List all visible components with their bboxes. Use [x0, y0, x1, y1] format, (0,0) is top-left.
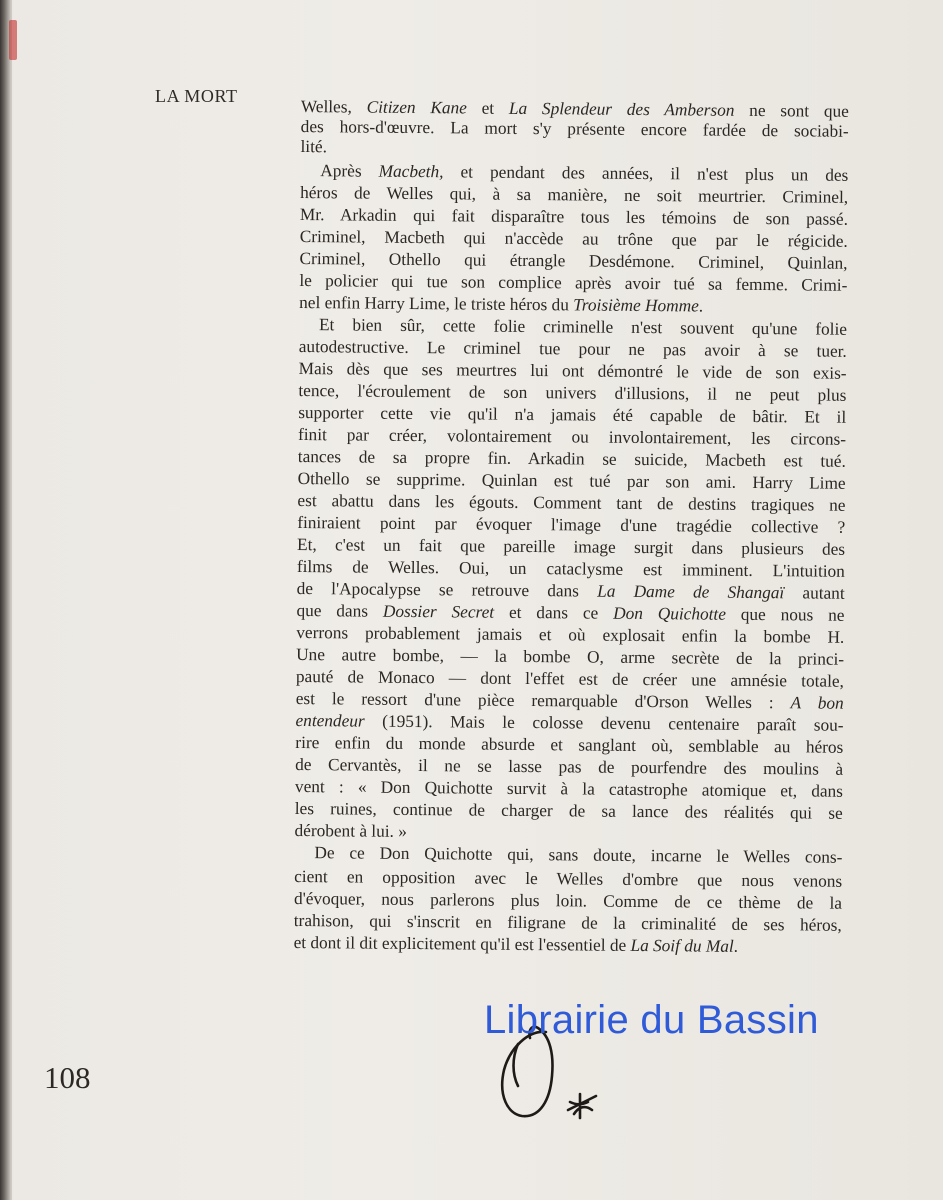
text-segment: est abattu dans les égouts. Comment tant de destins tragiques ne: [297, 490, 846, 515]
text-segment: et pendant des années, il n'est plus un des: [443, 162, 849, 185]
text-segment: Criminel, Othello qui étrangle Desdémone. Criminel, Quinlan,: [299, 248, 848, 273]
text-segment: Et, c'est un fait que pareille image surgit dans plusieurs des: [297, 534, 846, 559]
text-segment: Mr. Arkadin qui fait disparaître tous les témoins de son passé.: [299, 204, 849, 229]
text-segment: Othello se supprime. Quinlan est tué par son ami. Harry Lime: [297, 468, 846, 493]
text-line: [314, 842, 842, 869]
text-segment: De ce Don Quichotte qui, sans doute, incarne le Welles cons-: [314, 843, 843, 867]
text-segment: Mais dès que ses meurtres lui ont démontré le vide de son exis-: [298, 358, 847, 383]
text-segment: .: [733, 936, 739, 956]
text-line: [294, 932, 842, 959]
text-segment: dérobent à lui. »: [294, 820, 407, 841]
text-segment: Criminel, Macbeth qui n'accède au trône que par le régicide.: [299, 226, 848, 251]
text-segment: verrons probablement jamais et où explosait enfin la bombe H.: [296, 622, 845, 647]
italic-title: La Soif du Mal: [630, 935, 734, 956]
text-segment: films de Welles. Oui, un cataclysme est imminent. L'intuition: [296, 556, 845, 581]
text-segment: (1951). Mais le colosse devenu centenaire paraît sou-: [364, 711, 844, 735]
watermark: Librairie du Bassin: [484, 998, 819, 1042]
text-segment: lité.: [300, 136, 328, 157]
section-heading: LA MORT: [155, 86, 238, 106]
italic-title: Citizen Kane: [366, 97, 467, 118]
text-segment: Après: [320, 161, 379, 181]
page-number: 108: [44, 1060, 91, 1095]
text-segment: est le ressort d'une pièce remarquable d'Orson Welles :: [295, 688, 791, 713]
text-segment: trahison, qui s'inscrit en filigrane de la criminalité de ses héros,: [293, 910, 842, 935]
text-segment: Une autre bombe, — la bombe O, arme secrète de la princi-: [296, 644, 845, 669]
text-segment: finiraient point par évoquer l'image d'une tragédie collective ?: [297, 512, 846, 537]
text-segment: cient en opposition avec le Welles d'ombre que nous venons: [294, 866, 843, 891]
text-segment: rire enfin du monde absurde et sanglant où, semblable au héros: [295, 732, 844, 757]
text-segment: ne sont que: [734, 100, 849, 121]
text-segment: finit par créer, volontairement ou involontairement, les circons-: [297, 424, 847, 449]
text-line: [300, 136, 848, 163]
text-segment: et dont il dit explicitement qu'il est l'essentiel de: [293, 932, 631, 955]
text-segment: nel enfin Harry Lime, le triste héros du: [299, 292, 574, 315]
text-segment: de Cervantès, il ne se lasse pas de pourfendre des moulins à: [295, 754, 844, 779]
text-segment: des hors-d'œuvre. La mort s'y présente encore fardée de sociabi-: [300, 116, 849, 141]
italic-title: La Dame de Shangaï: [597, 581, 785, 603]
book-spine-edge: [0, 0, 12, 1200]
text-segment: vent : « Don Quichotte survit à la catastrophe atomique et, dans: [294, 776, 844, 801]
text-segment: tances de sa propre fin. Arkadin se suicide, Macbeth est tué.: [297, 446, 846, 471]
text-segment: Et bien sûr, cette folie criminelle n'est souvent qu'une folie: [318, 315, 848, 339]
text-segment: et dans ce: [494, 602, 614, 623]
italic-title: entendeur: [295, 710, 365, 731]
text-segment: autodestructive. Le criminel tue pour ne pas avoir à se tuer.: [298, 336, 847, 361]
body-text: [293, 96, 849, 956]
text-segment: que dans: [296, 600, 383, 621]
text-segment: le policier qui tue son complice après avoir tué sa femme. Crimi-: [299, 270, 848, 295]
text-segment: et: [466, 98, 510, 118]
text-segment: d'évoquer, nous parlerons plus loin. Comme de ce thème de la: [293, 888, 843, 913]
bookmark-ribbon: [9, 20, 17, 60]
text-segment: tence, l'écroulement de son univers d'illusions, il ne peut plus: [298, 380, 847, 405]
italic-title: La Splendeur des Amberson: [508, 98, 735, 120]
text-segment: les ruines, continue de charger de sa lance des réalités qui se: [294, 798, 843, 823]
italic-title: Dossier Secret: [382, 601, 495, 622]
text-segment: pauté de Monaco — dont l'effet est de créer une amnésie totale,: [295, 666, 844, 691]
italic-title: Troisième Homme: [573, 295, 699, 316]
italic-title: Macbeth,: [378, 161, 444, 182]
text-segment: de l'Apocalypse se retrouve dans: [296, 578, 598, 601]
text-segment: héros de Welles qui, à sa manière, ne soit meurtrier. Criminel,: [300, 182, 849, 207]
text-segment: supporter cette vie qu'il n'a jamais été capable de bâtir. Et il: [298, 402, 847, 427]
text-segment: .: [698, 296, 704, 316]
italic-title: Don Quichotte: [613, 603, 727, 624]
text-segment: Welles,: [300, 96, 367, 117]
text-segment: que nous ne: [725, 604, 845, 625]
italic-title: A bon: [790, 693, 844, 713]
text-segment: autant: [784, 583, 845, 603]
